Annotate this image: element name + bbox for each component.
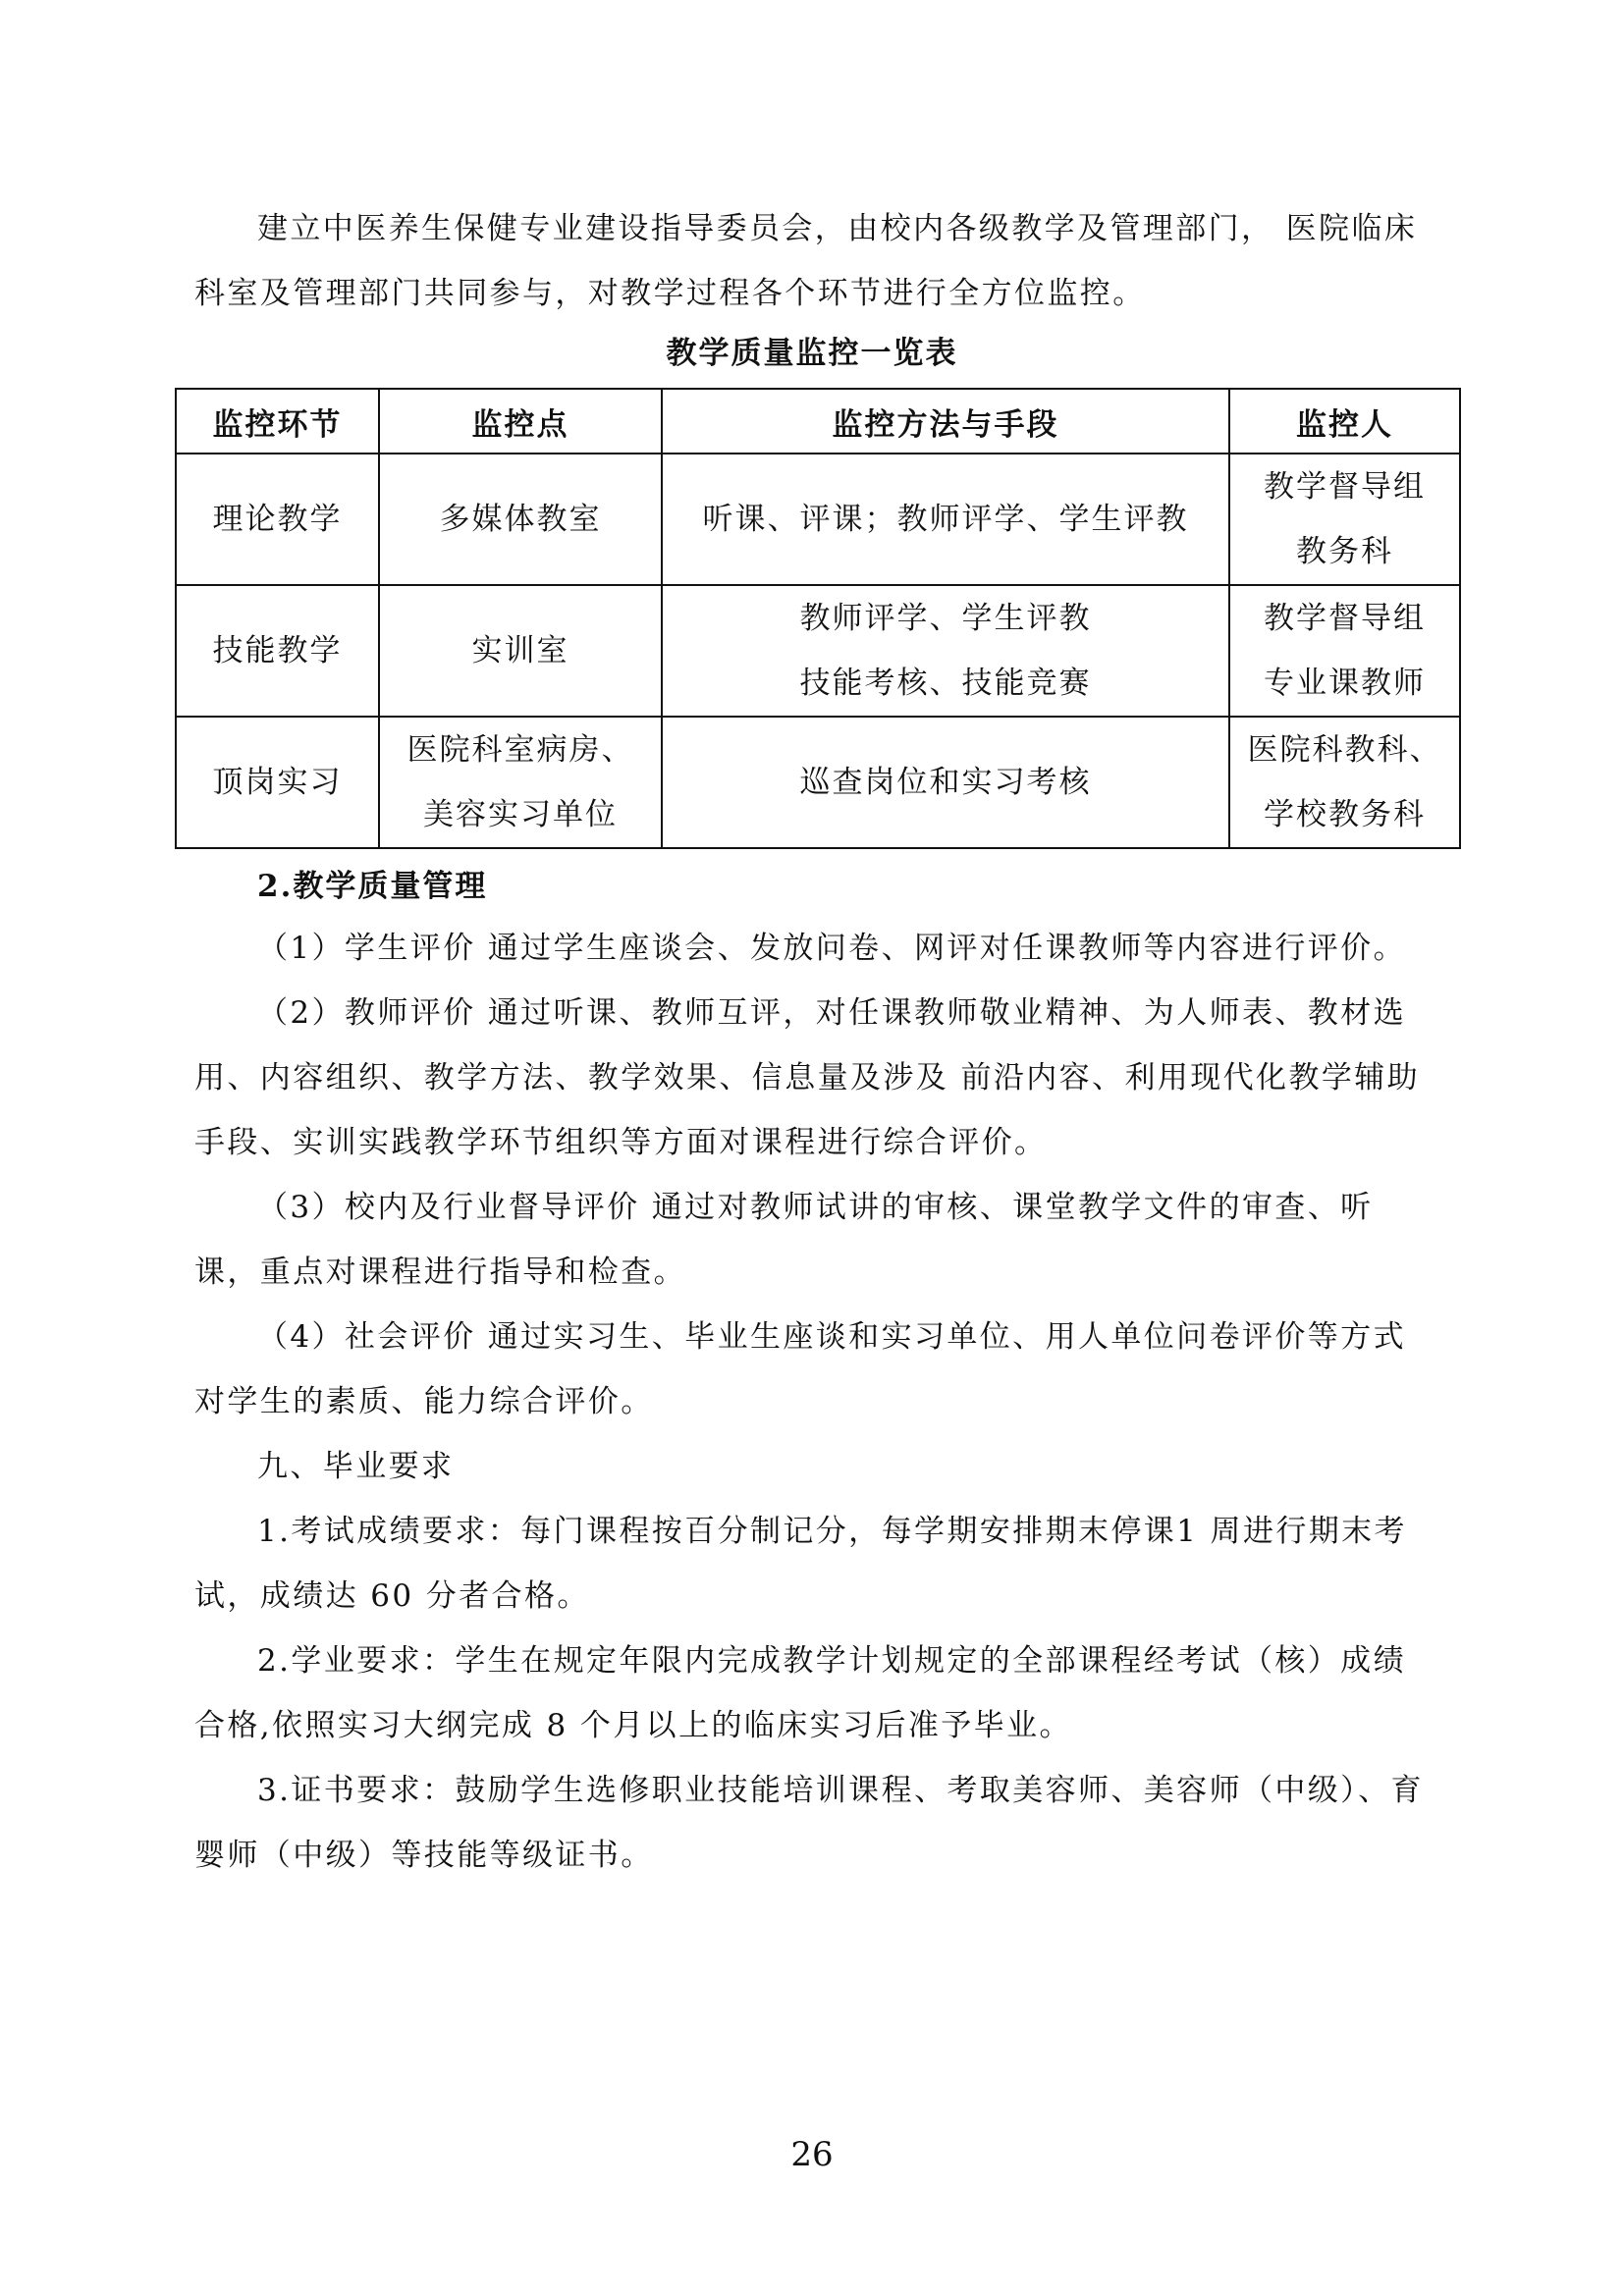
paragraph-certificate-requirement: 3.证书要求：鼓励学生选修职业技能培训课程、考取美容师、美容师（中级）、育婴师（中级）等技能等级证书。 bbox=[194, 1773, 1424, 1873]
paragraph-teacher-evaluation: （2）教师评价 通过听课、教师互评，对任课教师敬业精神、为人师表、教材选用、内容组织、教学方法、教学效果、信息量及涉及 前沿内容、利用现代化教学辅助手段、实训实践教学环节组织等方面对课程进行综合评价。 bbox=[194, 995, 1421, 1160]
cell-point bbox=[379, 717, 662, 848]
cell-line: 多媒体教室 bbox=[439, 502, 602, 537]
paragraph-student-evaluation: （1）学生评价 通过学生座谈会、发放问卷、网评对任课教师等内容进行评价。 bbox=[257, 931, 1406, 966]
table-caption: 教学质量监控一览表 bbox=[666, 336, 958, 371]
cell-line: 医院科教科、 bbox=[1247, 732, 1442, 768]
cell-text: 技能教学 bbox=[212, 633, 343, 668]
cell-point bbox=[379, 585, 662, 717]
cell-line: 教学督导组 bbox=[1264, 601, 1426, 636]
table-row bbox=[176, 454, 1460, 585]
cell-line: 技能考核、技能竞赛 bbox=[799, 666, 1092, 701]
paragraph-social-evaluation: （4）社会评价 通过实习生、毕业生座谈和实习单位、用人单位问卷评价等方式对学生的素质、能力综合评价。 bbox=[194, 1319, 1406, 1419]
table-header-row bbox=[176, 389, 1460, 454]
header-method: 监控方法与手段 bbox=[662, 389, 1229, 454]
cell-method bbox=[662, 585, 1229, 717]
header-stage: 监控环节 bbox=[176, 389, 379, 454]
cell-person bbox=[1229, 454, 1460, 585]
cell-person bbox=[1229, 585, 1460, 717]
cell-text: 理论教学 bbox=[212, 502, 343, 537]
page-number: 26 bbox=[790, 2135, 834, 2174]
header-person: 监控人 bbox=[1229, 389, 1460, 454]
section-heading-graduation: 九、毕业要求 bbox=[257, 1449, 455, 1484]
cell-line: 专业课教师 bbox=[1264, 666, 1426, 701]
quality-monitor-table bbox=[175, 388, 1461, 849]
cell-person bbox=[1229, 717, 1460, 848]
cell-stage bbox=[176, 717, 379, 848]
cell-line: 医院科室病房、 bbox=[406, 732, 634, 768]
cell-point bbox=[379, 454, 662, 585]
cell-method bbox=[662, 717, 1229, 848]
cell-line: 听课、评课；教师评学、学生评教 bbox=[702, 502, 1189, 537]
cell-line: 巡查岗位和实习考核 bbox=[799, 765, 1092, 800]
header-point: 监控点 bbox=[379, 389, 662, 454]
cell-text: 顶岗实习 bbox=[212, 765, 343, 800]
cell-stage bbox=[176, 585, 379, 717]
cell-stage bbox=[176, 454, 379, 585]
paragraph-supervision-evaluation: （3）校内及行业督导评价 通过对教师试讲的审核、课堂教学文件的审查、听课，重点对课程进行指导和检查。 bbox=[194, 1190, 1374, 1290]
table-row bbox=[176, 717, 1460, 848]
paragraph-exam-requirement: 1.考试成绩要求：每门课程按百分制记分，每学期安排期末停课1 周进行期末考试，成绩达 60 分者合格。 bbox=[194, 1514, 1407, 1614]
cell-line: 美容实习单位 bbox=[423, 797, 618, 832]
table-row bbox=[176, 585, 1460, 717]
section-heading-quality-management: 2.教学质量管理 bbox=[257, 869, 488, 904]
intro-paragraph: 建立中医养生保健专业建设指导委员会，由校内各级教学及管理部门， 医院临床科室及管理部门共同参与，对教学过程各个环节进行全方位监控。 bbox=[194, 211, 1418, 311]
cell-line: 教学督导组 bbox=[1264, 469, 1426, 505]
paragraph-academic-requirement: 2.学业要求：学生在规定年限内完成教学计划规定的全部课程经考试（核）成绩合格,依照实习大纲完成 8 个月以上的临床实习后准予毕业。 bbox=[194, 1643, 1406, 1743]
cell-line: 教师评学、学生评教 bbox=[799, 601, 1092, 636]
cell-line: 教务科 bbox=[1296, 534, 1393, 569]
cell-line: 实训室 bbox=[471, 633, 569, 668]
cell-line: 学校教务科 bbox=[1264, 797, 1426, 832]
cell-method bbox=[662, 454, 1229, 585]
